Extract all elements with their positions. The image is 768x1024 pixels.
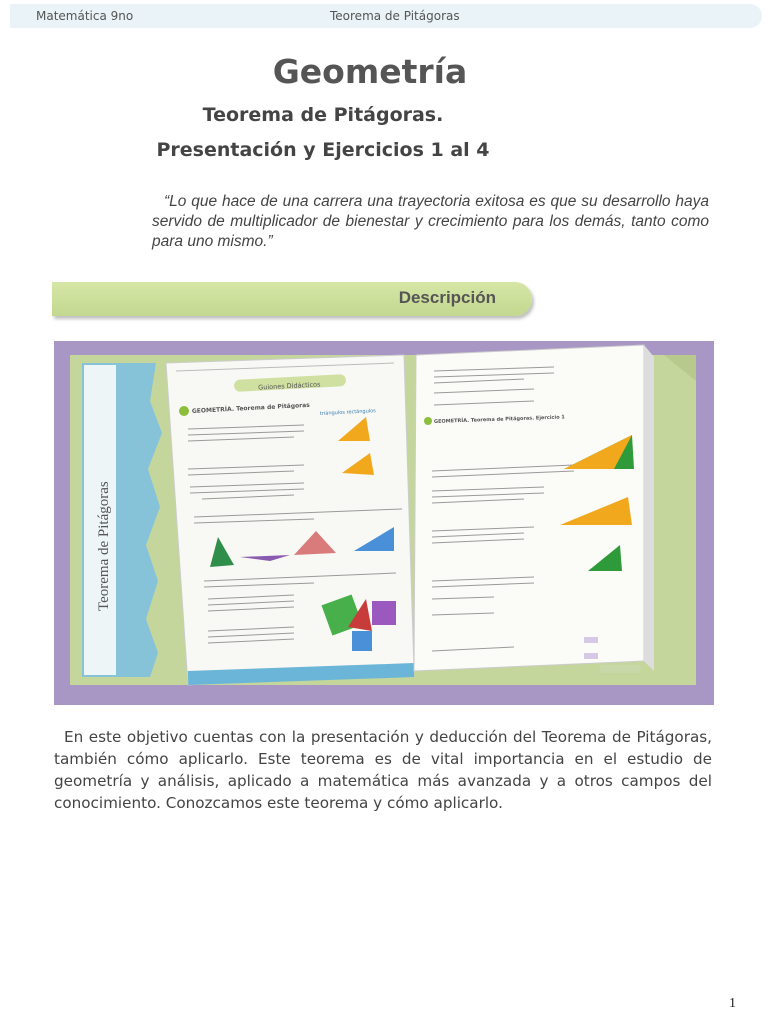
quote: “Lo que hace de una carrera una trayectoria exitosa es que su desarrollo haya servido de multiplicador de bienestar y crecimiento para los demás, tanto como para uno mismo.”: [152, 193, 709, 250]
right-page-heading: GEOMETRÍA. Teorema de Pitágoras. Ejercicio 1: [433, 414, 565, 425]
page-title: Geometría: [272, 52, 468, 91]
page-header: [10, 4, 762, 28]
description-paragraph: En este objetivo cuentas con la presentación y deducción del Teorema de Pitágoras, también cómo aplicarlo. Este teorema es de vital importancia en el estudio de geometría y análisis, aplicado a matemática más avanzada y a otros campos del conocimiento. Conozcamos este teorema y cómo aplicarlo.: [54, 728, 712, 812]
page-subtitle-exercises: Presentación y Ejercicios 1 al 4: [156, 139, 490, 161]
section-banner: [52, 282, 532, 316]
left-page-tab: Guiones Didácticos: [257, 380, 321, 392]
header-topic: Teorema de Pitágoras: [330, 9, 460, 23]
book-spine-text: Teorema de Pitágoras: [96, 481, 112, 611]
left-page-side-heading: triángulos rectángulos: [319, 408, 377, 417]
page-number: 1: [729, 996, 736, 1011]
book-illustration: [54, 341, 714, 705]
section-label: Descripción: [398, 288, 496, 307]
page-subtitle: Teorema de Pitágoras.: [202, 104, 444, 126]
header-subject: Matemática 9no: [36, 9, 134, 23]
left-page-heading: GEOMETRÍA. Teorema de Pitágoras: [191, 401, 310, 415]
